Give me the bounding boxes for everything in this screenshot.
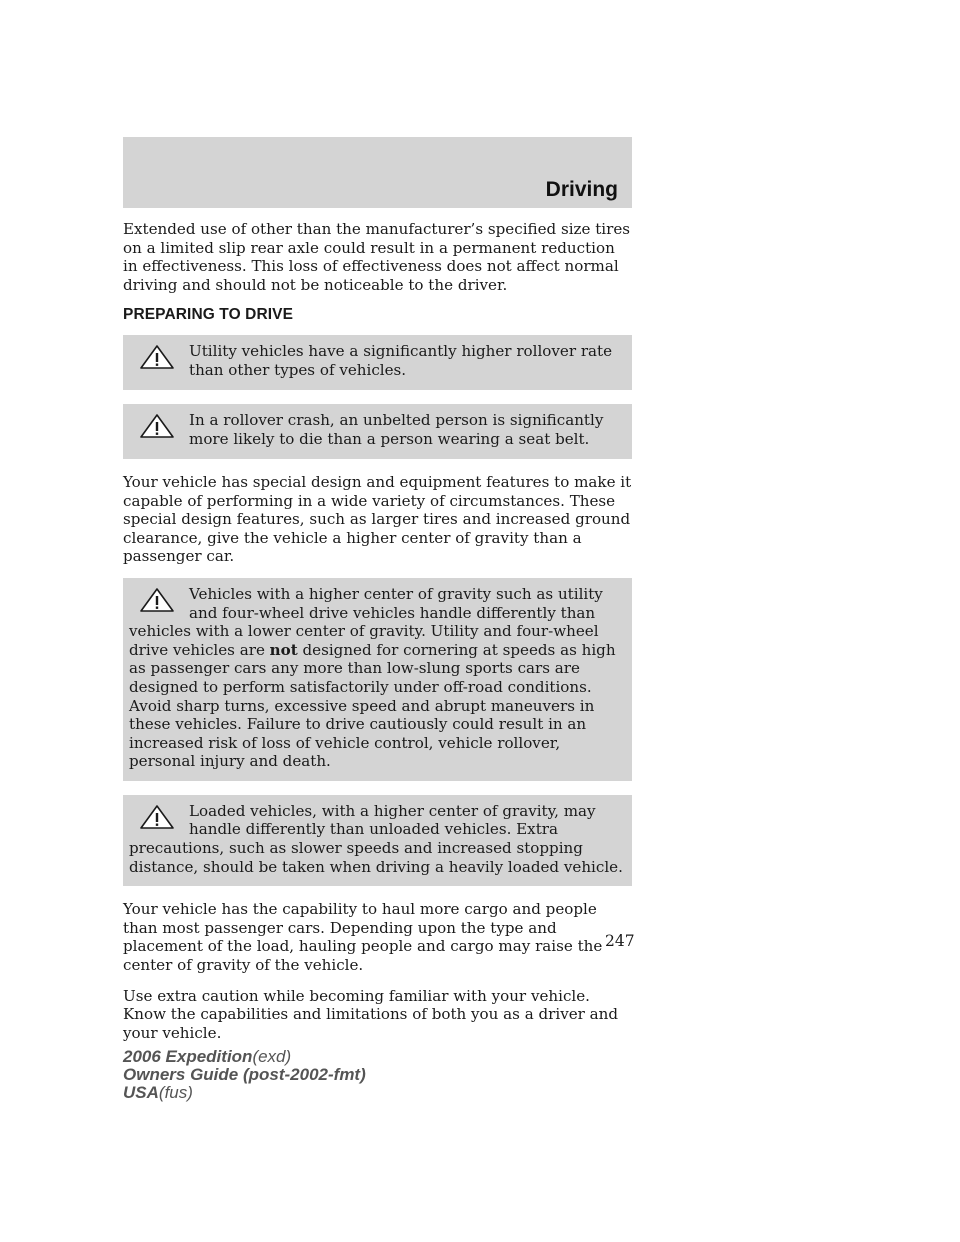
warning-triangle-icon [139,413,175,439]
footer-line [123,1048,366,1066]
header-band [123,137,632,208]
footer-code: (fus) [158,1083,193,1102]
warning-triangle-icon [139,344,175,370]
document-footer [123,1048,366,1102]
paragraph-limited-slip: Extended use of other than the manufacturer’s specified size tires on a limited slip rear axle could result in a permanent reduction in effectiveness. This loss of effectiveness does not affect normal driving and should not be noticeable to the driver. [123,220,631,294]
paragraph-design-features: Your vehicle has special design and equipment features to make it capable of performing in a wide variety of circumstances. These special design features, such as larger tires and increased ground clearance, give the vehicle a higher center of gravity than a passenger car. [123,472,632,566]
page-number: 247 [605,932,635,950]
footer-line [123,1084,366,1102]
warning-box [123,404,632,459]
footer-code: (exd) [252,1047,292,1066]
warning-text [129,585,626,771]
warning-box [123,335,632,390]
page-content [123,220,632,1054]
warning-emphasis: not [269,640,298,659]
warning-box [123,578,632,781]
footer-model: 2006 Expedition [123,1047,253,1066]
section-heading: PREPARING TO DRIVE [123,306,294,324]
warning-text-part: designed for cornering at speeds as high as passenger cars any more than low-slung sports cars are designed to perform satisfactorily under off-road conditions. Avoid sharp turns, excessive speed and abrupt maneuvers in these vehicles. Failure to drive cautiously could result in an increased risk of loss of vehicle control, vehicle rollover, personal injury and death. [129,640,616,771]
warning-text: Utility vehicles have a significantly higher rollover rate than other types of vehicles. [189,341,613,379]
footer-line [123,1066,366,1084]
paragraph-caution: Use extra caution while becoming familiar with your vehicle. Know the capabilities and limitations of both you as a driver and your vehicle. [123,986,619,1042]
warning-triangle-icon [139,587,175,613]
warning-text: In a rollover crash, an unbelted person is significantly more likely to die than a person wearing a seat belt. [189,410,604,448]
warning-box [123,795,632,886]
warning-triangle-icon [139,804,175,830]
paragraph-cargo: Your vehicle has the capability to haul more cargo and people than most passenger cars. Depending upon the type and placement of the load, hauling people and cargo may raise the center of gravity of the vehicle. [123,900,603,975]
footer-market: USA [123,1083,159,1102]
warning-text: Loaded vehicles, with a higher center of gravity, may handle differently than unloaded vehicles. Extra precautions, such as slower speeds and increased stopping distance, should be taken when driving a heavily loaded vehicle. [129,801,623,876]
section-title: Driving [545,178,618,201]
footer-guide: Owners Guide (post-2002-fmt) [123,1065,366,1084]
warning-text-part: Vehicles with a higher center of gravity such as utility and four-wheel drive vehicles handle differently than vehicles with a lower center of gravity. Utility and four-wheel drive vehicles are [129,584,603,659]
